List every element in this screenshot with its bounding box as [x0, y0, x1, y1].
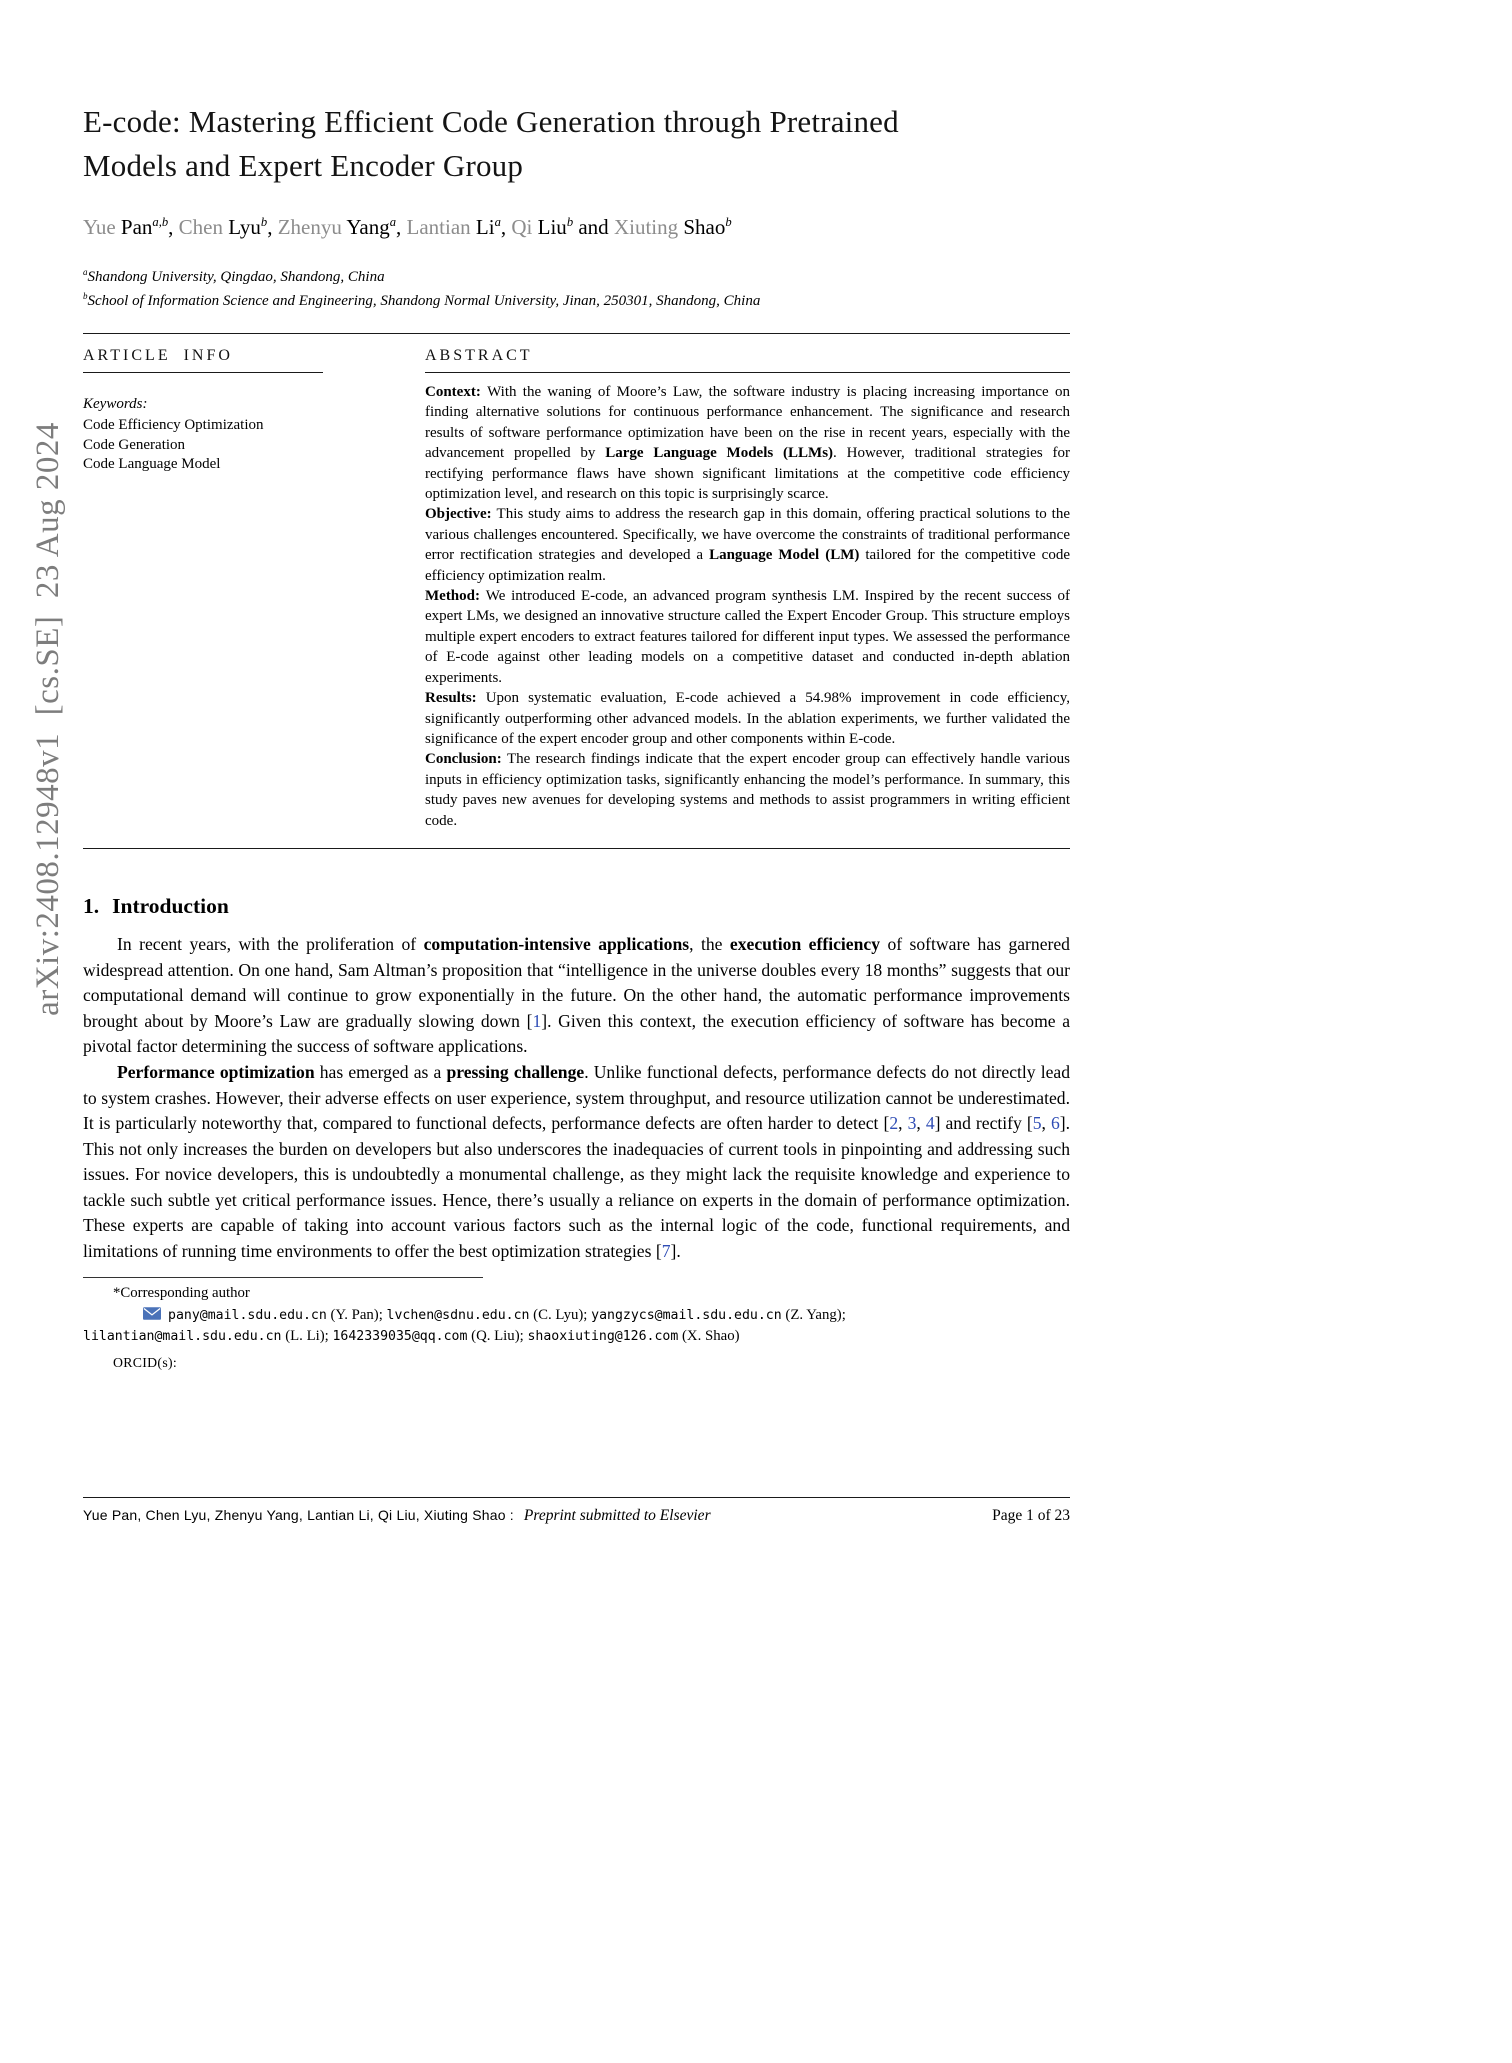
citation-link[interactable]: 4 — [925, 1113, 935, 1134]
article-info-heading: ARTICLE INFO — [83, 347, 233, 364]
email-link[interactable]: lvchen@sdnu.edu.cn — [386, 1307, 530, 1323]
article-info-column — [83, 347, 323, 831]
text-segment: This study aims to address the research gap in this domain, offering practical solutions to the various challenges encountered. Specifically, we have overcome the constraints of traditional performance error rectification strategies and developed a — [425, 506, 1070, 564]
text-segment: (Y. Pan); — [326, 1306, 387, 1323]
citation-link[interactable]: 7 — [661, 1241, 671, 1262]
text-segment: , — [168, 215, 179, 239]
paper-title — [83, 100, 1070, 188]
keyword-item: Code Language Model — [83, 456, 221, 472]
text-segment: (X. Shao) — [678, 1328, 740, 1345]
affiliation-a — [83, 265, 1070, 289]
text-segment: has emerged as a — [314, 1061, 447, 1082]
text-segment: The research findings indicate that the expert encoder group can effectively handle various inputs in efficiency optimization tasks, significantly enhancing the model’s performance. In summary, this study paves new avenues for developing systems and methods to assist programmers in writing efficient code. — [425, 751, 1070, 829]
page-footer — [83, 1497, 1070, 1525]
text-segment: Xiuting — [613, 215, 684, 239]
text-segment: ]. — [670, 1241, 681, 1262]
abstract-column — [425, 347, 1070, 831]
text-segment: and — [573, 215, 614, 239]
text-segment: , — [916, 1113, 926, 1134]
article-info-underline — [83, 372, 323, 373]
footnote-block — [83, 1277, 1070, 1371]
email-link[interactable]: pany@mail.sdu.edu.cn — [168, 1307, 327, 1323]
text-segment: a — [389, 215, 397, 229]
text-segment: a,b — [152, 215, 169, 229]
text-segment: (Q. Liu); — [467, 1328, 528, 1345]
text-segment: , — [396, 215, 407, 239]
text-segment: With the waning of Moore’s Law, the software industry is placing increasing importance on finding alternative solutions for continuous performance enhancement. The significance and research results of software performance optimization have been on the rise in recent years, especially with the advancement propelled by — [425, 384, 1070, 462]
citation-link[interactable]: 5 — [1032, 1113, 1042, 1134]
footer-author-list: Yue Pan, Chen Lyu, Zhenyu Yang, Lantian Li, Qi Liu, Xiuting Shao : — [83, 1507, 514, 1523]
text-segment: Lantian — [406, 215, 476, 239]
text-segment: Results: — [425, 690, 486, 707]
text-segment: of software has garnered widespread attention. On one hand, Sam Altman’s proposition that “intelligence in the universe doubles every 18 months” suggests that our computational demand will continue to grow exponentially in the future. On the other hand, the automatic performance improvements brought about by Moore’s Law are gradually slowing down [ — [83, 933, 1070, 1031]
text-segment: ] and rectify [ — [934, 1113, 1033, 1134]
text-segment: tailored for the competitive code efficiency optimization realm. — [425, 547, 1070, 584]
text-segment: Conclusion: — [425, 751, 507, 768]
citation-link[interactable]: 3 — [907, 1113, 917, 1134]
citation-link[interactable]: 2 — [889, 1113, 899, 1134]
text-segment: (L. Li); — [281, 1328, 333, 1345]
keyword-item: Code Generation — [83, 436, 186, 453]
arxiv-watermark: arXiv:2408.12948v1 [cs.SE] 23 Aug 2024 — [30, 422, 66, 1016]
abstract-method — [425, 586, 1070, 688]
intro-paragraph-1 — [83, 932, 1070, 1060]
text-segment: School of Information Science and Engineering, Shandong Normal University, Jinan, 250301, Shandong, China — [87, 293, 761, 309]
intro-paragraph-2 — [83, 1060, 1070, 1265]
footer-divider — [83, 1497, 1070, 1498]
envelope-icon — [113, 1306, 161, 1327]
text-segment: b — [566, 215, 574, 229]
citation-link[interactable]: 1 — [532, 1010, 542, 1031]
citation-link[interactable]: 6 — [1050, 1113, 1060, 1134]
author-list — [83, 215, 1070, 240]
text-segment: , the — [689, 933, 730, 954]
text-segment: a — [494, 215, 501, 229]
text-segment: computation-intensive applications — [423, 933, 690, 954]
section-number: 1. — [83, 893, 100, 918]
footer-preprint-note: Preprint submitted to Elsevier — [523, 1507, 711, 1524]
text-segment: . However, traditional strategies for rectifying performance flaws have shown significant limitations at the competitive code efficiency optimization level, and research on this topic is surprisingly scarce. — [425, 445, 1070, 503]
text-segment: , — [267, 215, 278, 239]
corresponding-author-note: *Corresponding author — [113, 1284, 250, 1301]
email-link[interactable]: yangzycs@mail.sdu.edu.cn — [591, 1307, 782, 1323]
text-segment: b — [83, 291, 88, 301]
text-segment: Objective: — [425, 506, 497, 523]
text-segment: Lyu — [228, 215, 261, 239]
section-title: Introduction — [112, 893, 229, 918]
text-segment: Chen — [178, 215, 229, 239]
text-segment: Shao — [683, 215, 726, 239]
info-abstract-section — [83, 334, 1070, 831]
email-link[interactable]: shaoxiuting@126.com — [527, 1329, 679, 1345]
text-segment: Method: — [425, 588, 486, 605]
text-segment: (C. Lyu); — [529, 1306, 592, 1323]
text-segment: a — [83, 267, 88, 277]
text-segment: execution efficiency — [729, 933, 880, 954]
text-segment: Li — [475, 215, 495, 239]
text-segment: Performance optimization — [117, 1061, 315, 1082]
section-heading-introduction — [83, 894, 1070, 919]
text-segment: We introduced E-code, an advanced program synthesis LM. Inspired by the recent success of expert LMs, we designed an innovative structure called the Expert Encoder Group. This structure employs multiple expert encoders to extract features tailored for different input types. We assessed the performance of E-code against other leading models on a competitive dataset and conducted in-depth ablation experiments. — [425, 588, 1070, 686]
abstract-results — [425, 688, 1070, 749]
text-segment: Large Language Models (LLMs) — [605, 445, 834, 462]
text-segment: , — [898, 1113, 908, 1134]
text-segment: pressing challenge — [446, 1061, 585, 1082]
text-segment: Shandong University, Qingdao, Shandong, China — [87, 269, 385, 285]
footnote-divider — [83, 1277, 483, 1278]
keywords-list — [83, 416, 323, 475]
email-link[interactable]: lilantian@mail.sdu.edu.cn — [83, 1329, 282, 1345]
text-segment: Language Model (LM) — [709, 547, 860, 564]
text-segment: Zhenyu — [277, 215, 347, 239]
text-segment: . Unlike functional defects, performance defects do not directly lead to system crashes. However, their adverse effects on user experience, system throughput, and resource utilization cannot be underestimated. It is particularly noteworthy that, compared to functional defects, performance defects are often harder to detect [ — [83, 1061, 1071, 1134]
keyword-item: Code Efficiency Optimization — [83, 417, 264, 433]
text-segment: , — [1041, 1113, 1051, 1134]
text-segment: ]. Given this context, the execution efficiency of software has become a pivotal factor determining the success of software applications. — [83, 1010, 1070, 1057]
text-segment: Yue — [83, 215, 121, 239]
emails-text — [83, 1307, 846, 1345]
affiliations — [83, 265, 1070, 313]
text-segment: (Z. Yang); — [781, 1306, 846, 1323]
author-emails — [83, 1305, 973, 1348]
text-segment: b — [260, 215, 268, 229]
text-segment: Context: — [425, 384, 488, 400]
text-segment: Upon systematic evaluation, E-code achieved a 54.98% improvement in code efficiency, significantly outperforming other advanced models. In the ablation experiments, we further validated the significance of the expert encoder group and other components within E-code. — [425, 690, 1070, 747]
abstract-objective — [425, 504, 1070, 586]
text-segment: Liu — [537, 215, 567, 239]
text-segment: Qi — [511, 215, 538, 239]
abstract-heading: ABSTRACT — [425, 347, 533, 364]
divider-bottom — [83, 848, 1070, 849]
text-segment: Pan — [120, 215, 153, 239]
title-line-1: E-code: Mastering Efficient Code Generation through Pretrained — [83, 104, 899, 139]
text-segment: , — [500, 215, 512, 239]
affiliation-b — [83, 289, 1070, 313]
footer-page-number: Page 1 of 23 — [992, 1507, 1070, 1524]
abstract-conclusion — [425, 749, 1070, 831]
keywords-label: Keywords: — [83, 396, 148, 412]
abstract-context — [425, 382, 1070, 504]
page-content — [83, 0, 1070, 1371]
orcid-label: ORCID(s): — [113, 1354, 178, 1370]
text-segment: b — [725, 215, 732, 229]
text-segment: ]. This not only increases the burden on developers but also underscores the inadequacies of current tools in pinpointing and addressing such issues. For novice developers, this is undoubtedly a monumental challenge, as they might lack the requisite knowledge and experience to tackle such subtle yet critical performance issues. Hence, there’s usually a reliance on experts in the domain of performance optimization. These experts are capable of taking into account various factors such as the internal logic of the code, functional requirements, and limitations of running time environments to offer the best optimization strategies [ — [83, 1113, 1071, 1262]
text-segment: In recent years, with the proliferation of — [117, 933, 424, 954]
footer-row — [83, 1507, 1070, 1525]
title-line-2: Models and Expert Encoder Group — [83, 148, 524, 183]
abstract-underline — [425, 372, 1070, 373]
email-link[interactable]: 1642339035@qq.com — [332, 1329, 468, 1345]
text-segment: Yang — [346, 215, 390, 239]
